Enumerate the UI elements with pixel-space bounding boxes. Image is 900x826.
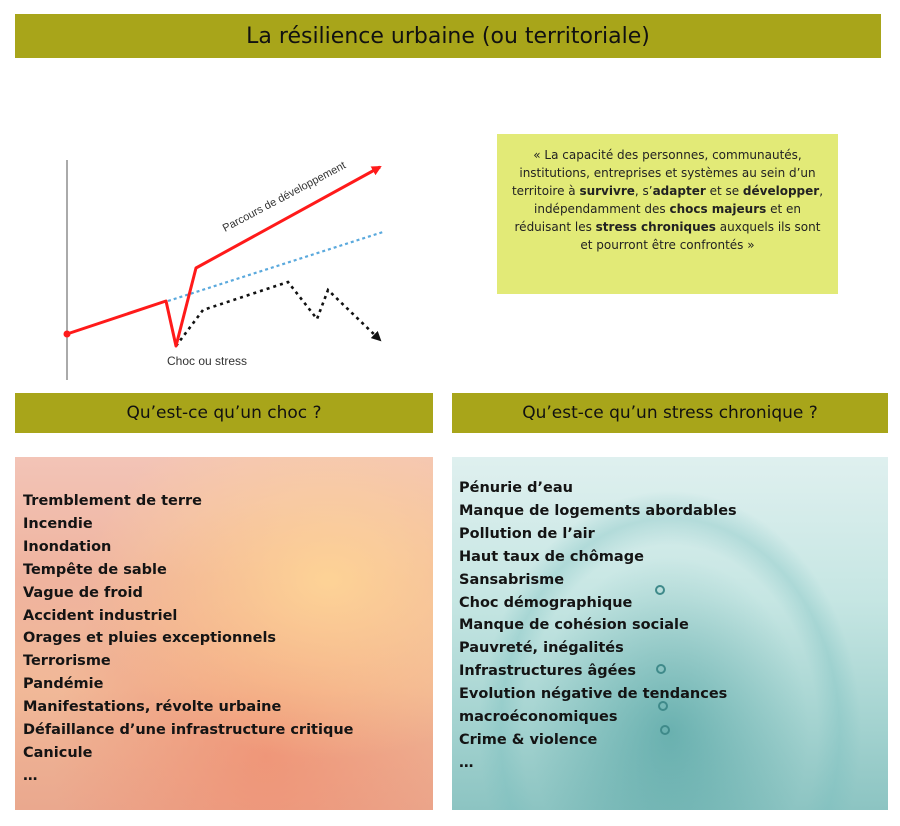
decline-path: [176, 282, 380, 346]
list-item: Tempête de sable: [23, 561, 167, 578]
list-item: …: [23, 767, 38, 784]
development-path: [67, 167, 380, 346]
definition-quote: [497, 134, 838, 294]
stress-panel: [452, 457, 888, 810]
shock-label: Choc ou stress: [167, 354, 248, 368]
stress-list: [459, 477, 737, 775]
quote-emphasis: stress chroniques: [595, 220, 716, 234]
quote-segment: « La capacité des personnes, communautés, institutions, entreprises et systèmes au sein d’un territoire à: [511, 148, 816, 198]
list-item: Canicule: [23, 744, 93, 761]
stress-header-label: Qu’est-ce qu’un stress chronique ?: [522, 403, 818, 423]
resilience-diagram: [50, 120, 410, 388]
quote-segment: et se: [705, 184, 743, 198]
choc-header-label: Qu’est-ce qu’un choc ?: [126, 403, 322, 423]
list-item: Haut taux de chômage: [459, 548, 644, 565]
quote-segment: et en réduisant les: [514, 202, 801, 234]
list-item: Evolution négative de tendances: [459, 686, 728, 703]
list-item: Terrorisme: [23, 653, 111, 670]
quote-emphasis: survivre: [579, 184, 635, 198]
list-item: …: [459, 754, 474, 771]
list-item: Choc démographique: [459, 594, 633, 611]
list-item: Incendie: [23, 515, 93, 532]
choc-header: [15, 393, 433, 433]
resilience-diagram-svg: [50, 120, 410, 388]
list-item: Manque de logements abordables: [459, 502, 737, 519]
title-bar: [15, 14, 881, 58]
list-item: Pauvreté, inégalités: [459, 640, 624, 657]
choc-panel: [15, 457, 433, 810]
list-item: Défaillance d’une infrastructure critique: [23, 722, 354, 739]
list-item: Vague de froid: [23, 584, 143, 601]
list-item: Crime & violence: [459, 731, 598, 748]
choc-list: [23, 490, 353, 788]
list-item: Tremblement de terre: [23, 493, 202, 509]
list-item: Pandémie: [23, 676, 104, 693]
list-item: Sansabrisme: [459, 571, 565, 588]
list-item: Pénurie d’eau: [459, 480, 573, 496]
start-point: [64, 331, 71, 338]
list-item: Infrastructures âgées: [459, 663, 636, 680]
quote-emphasis: développer: [742, 184, 820, 198]
quote-segment: auxquels ils sont et pourront être confrontés »: [580, 220, 821, 252]
quote-emphasis: adapter: [652, 184, 706, 198]
definition-quote-text: [512, 148, 823, 252]
stress-header: [452, 393, 888, 433]
list-item: Manifestations, révolte urbaine: [23, 699, 282, 716]
quote-segment: , s’: [634, 184, 653, 198]
quote-segment: , indépendamment des: [534, 184, 824, 216]
list-item: Inondation: [23, 538, 112, 555]
list-item: Accident industriel: [23, 607, 178, 624]
list-item: Pollution de l’air: [459, 525, 595, 542]
list-item: Orages et pluies exceptionnels: [23, 630, 277, 647]
page-title: La résilience urbaine (ou territoriale): [246, 23, 650, 49]
list-item: macroéconomiques: [459, 709, 618, 726]
list-item: Manque de cohésion sociale: [459, 617, 689, 634]
development-path-label: Parcours de développement: [220, 159, 348, 235]
quote-emphasis: chocs majeurs: [669, 202, 767, 216]
